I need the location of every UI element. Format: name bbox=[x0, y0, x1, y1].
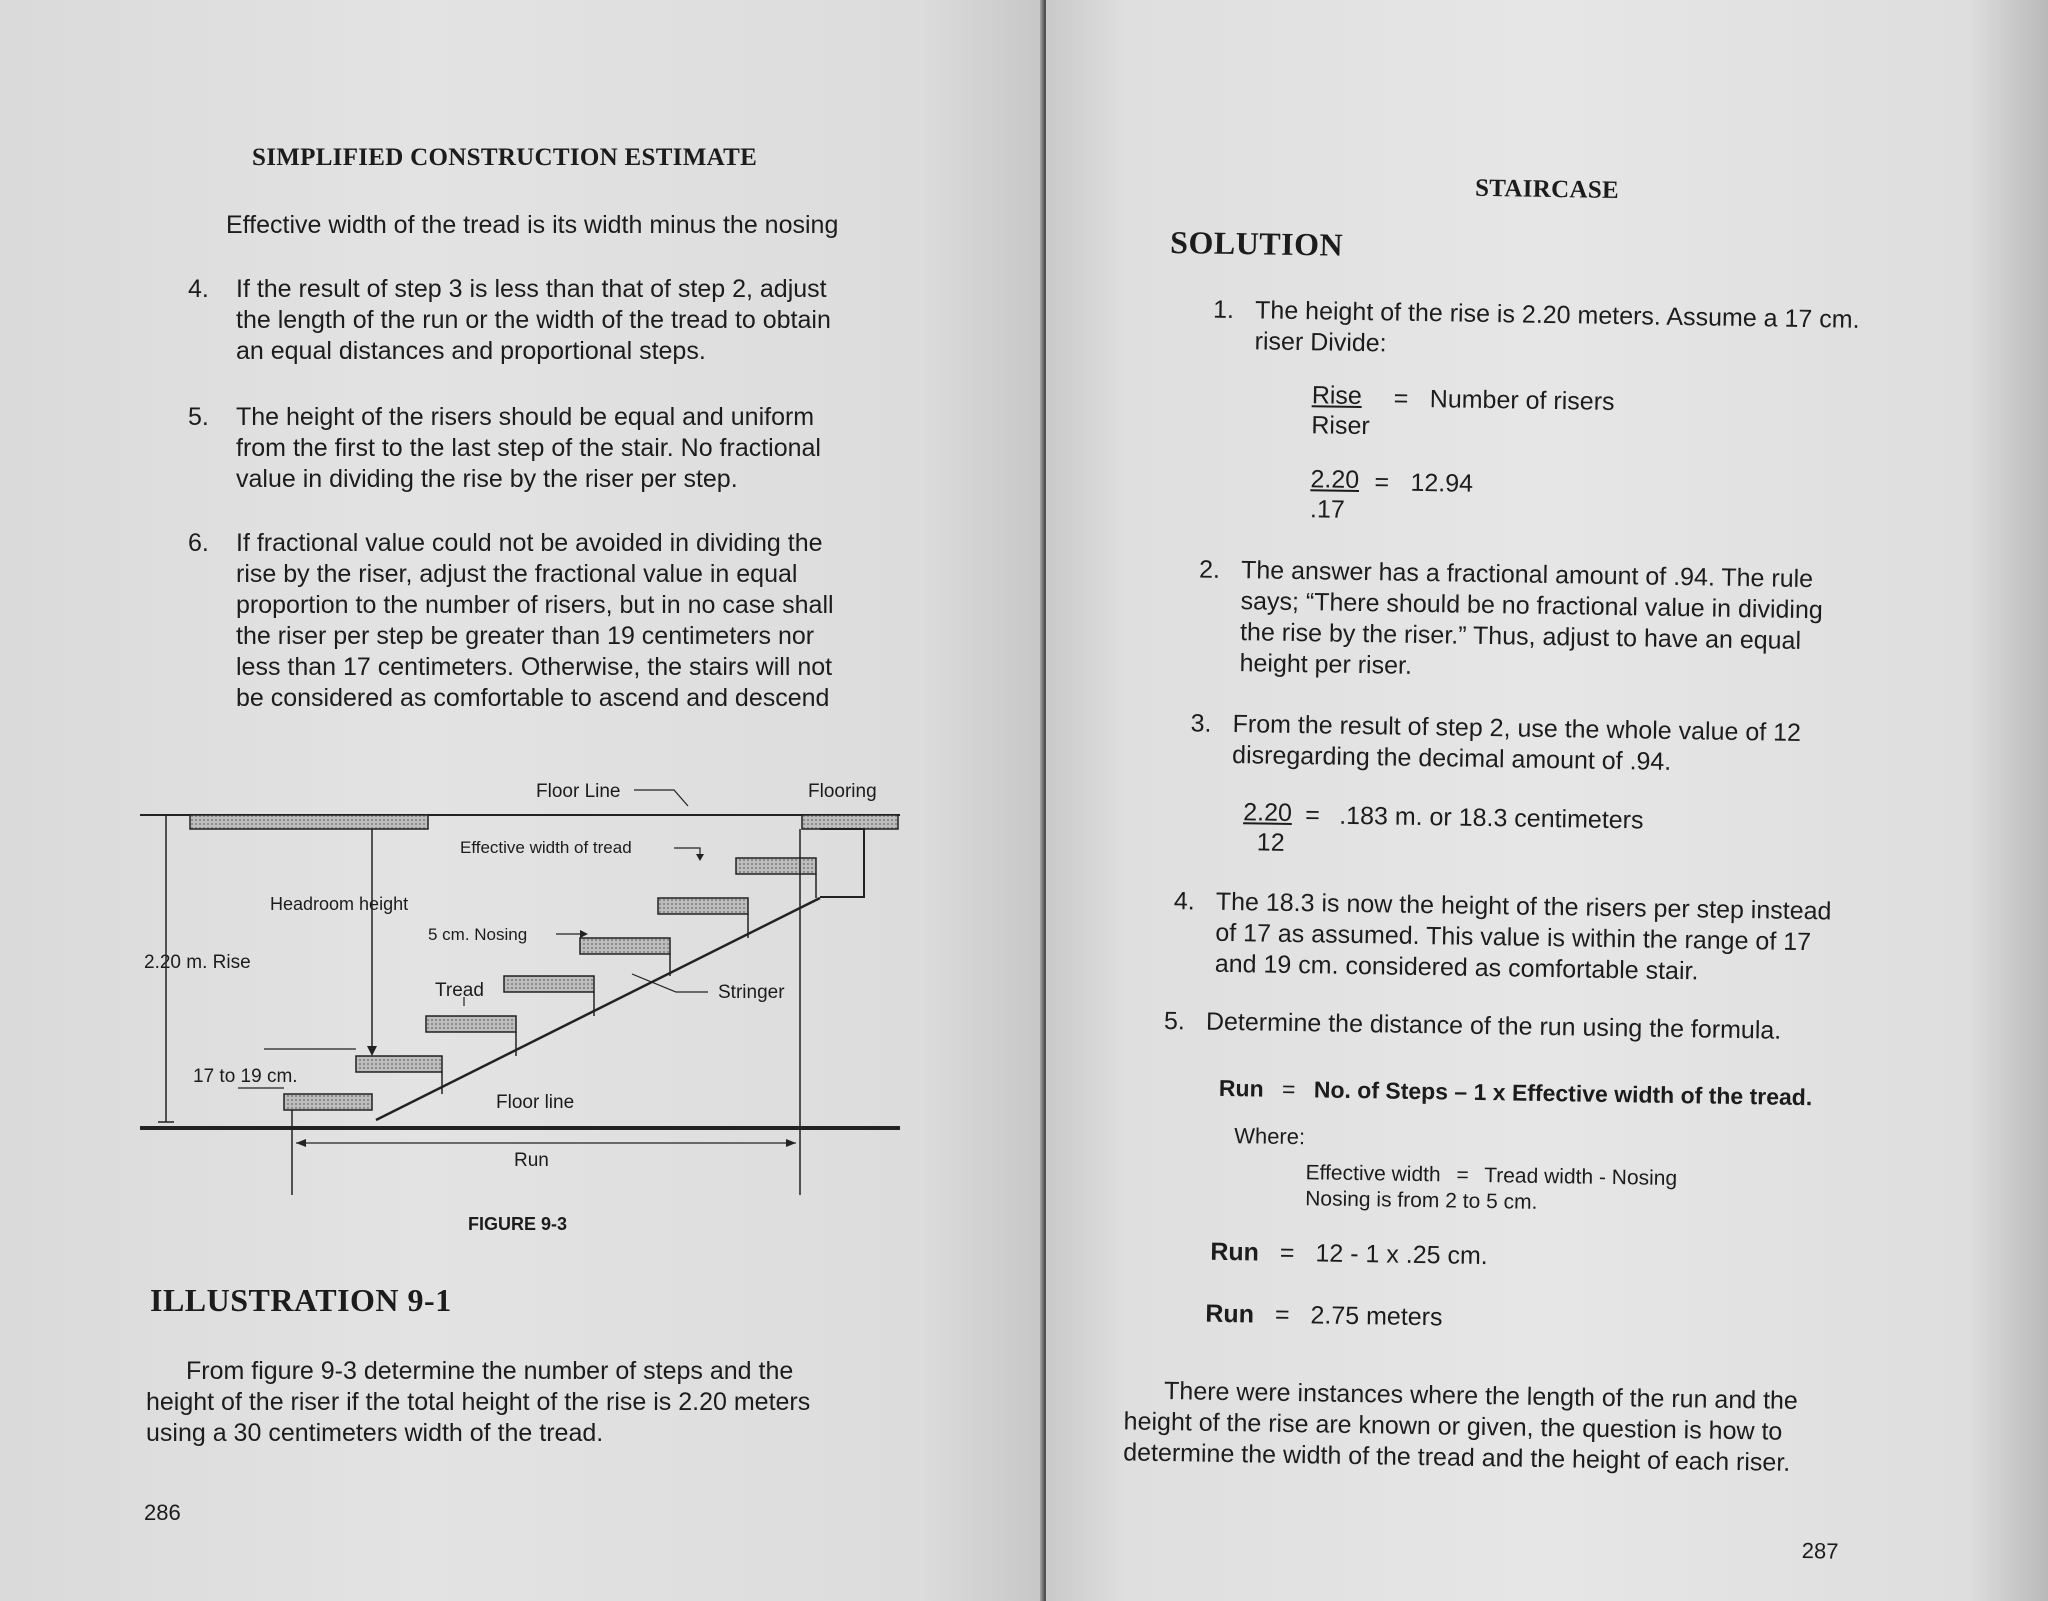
label-riser-range: 17 to 19 cm. bbox=[193, 1066, 298, 1087]
run-expression: 12 - 1 x .25 cm. bbox=[1315, 1239, 1488, 1271]
illustration-line: using a 30 centimeters width of the tread. bbox=[146, 1419, 604, 1447]
tread-block bbox=[658, 898, 748, 914]
right-page bbox=[1046, 0, 2048, 1601]
step-line: riser Divide: bbox=[1254, 327, 1387, 358]
tread-block bbox=[736, 858, 816, 874]
step-line: The answer has a fractional amount of .94. The rule bbox=[1240, 556, 1814, 594]
definition-right: Tread width - Nosing bbox=[1484, 1164, 1678, 1191]
illustration-line: height of the riser if the total height of the rise is 2.20 meters bbox=[146, 1388, 811, 1416]
equals-sign: = bbox=[1456, 1163, 1469, 1187]
item-line: an equal distances and proportional steps. bbox=[236, 337, 706, 365]
landing-outline bbox=[820, 829, 864, 897]
run-calculation bbox=[1210, 1237, 1488, 1272]
formula-riser-height bbox=[1243, 797, 1293, 858]
illustration-text bbox=[146, 1356, 902, 1449]
step-line: and 19 cm. considered as comfortable stair. bbox=[1214, 949, 1699, 986]
step-3 bbox=[1190, 708, 1891, 776]
page-number-right: 287 bbox=[1801, 1538, 1839, 1564]
step-line: disregarding the decimal amount of .94. bbox=[1231, 741, 1672, 776]
equals-sign: = bbox=[1274, 1300, 1290, 1329]
step-line: The height of the rise is 2.20 meters. Assume a 17 cm. bbox=[1254, 296, 1860, 334]
label-nosing: 5 cm. Nosing bbox=[428, 925, 528, 944]
step-line: Determine the distance of the run using the formula. bbox=[1205, 1007, 1782, 1045]
item-line: value in dividing the rise by the riser per step. bbox=[236, 465, 738, 493]
denominator: 12 bbox=[1256, 828, 1285, 857]
equals-sign: = bbox=[1305, 801, 1321, 830]
label-stringer: Stringer bbox=[718, 982, 785, 1003]
page-number-left: 286 bbox=[144, 1500, 181, 1525]
nosing-note: Nosing is from 2 to 5 cm. bbox=[1305, 1187, 1538, 1214]
run-label: Run bbox=[1210, 1237, 1260, 1267]
run-label: Run bbox=[1205, 1299, 1255, 1329]
effective-width-definition bbox=[1305, 1160, 1677, 1218]
running-header-right: STAIRCASE bbox=[1474, 174, 1620, 205]
step-line: of 17 as assumed. This value is within the range of 17 bbox=[1215, 918, 1812, 957]
equals-sign: = bbox=[1393, 384, 1409, 413]
running-header-left: SIMPLIFIED CONSTRUCTION ESTIMATE bbox=[252, 144, 758, 171]
formula-result: 12.94 bbox=[1410, 468, 1474, 498]
item-line: the length of the run or the width of the tread to obtain bbox=[236, 306, 831, 334]
step-line: The 18.3 is now the height of the risers per step instead bbox=[1215, 887, 1832, 926]
right-page-content bbox=[1046, 0, 2048, 1601]
denominator: Riser bbox=[1311, 411, 1370, 441]
staircase-figure bbox=[130, 770, 910, 1240]
formula-rise-riser bbox=[1311, 380, 1370, 441]
step-number: 4. bbox=[1173, 887, 1195, 916]
figure-caption: FIGURE 9-3 bbox=[468, 1214, 568, 1234]
label-floor-line-top: Floor Line bbox=[536, 781, 621, 802]
step-number: 1. bbox=[1212, 295, 1235, 324]
step-4 bbox=[1173, 886, 1874, 986]
step-line: the rise by the riser.” Thus, adjust to have an equal bbox=[1239, 618, 1802, 655]
formula-result: .183 m. or 18.3 centimeters bbox=[1339, 801, 1644, 835]
step-number: 3. bbox=[1190, 709, 1212, 738]
step-line: says; “There should be no fractional value in dividing bbox=[1240, 587, 1824, 625]
item-line: proportion to the number of risers, but in no case shall bbox=[236, 591, 834, 619]
step-number: 5. bbox=[1163, 1006, 1186, 1036]
where-label: Where: bbox=[1233, 1123, 1306, 1150]
label-floor-line-bottom: Floor line bbox=[496, 1092, 575, 1113]
numerator: 2.20 bbox=[1310, 465, 1360, 494]
item-line: from the first to the last step of the stair. No fractional bbox=[236, 434, 821, 462]
closing-line: height of the rise are known or given, the question is how to bbox=[1123, 1407, 1783, 1446]
label-headroom: Headroom height bbox=[270, 894, 409, 914]
item-line: be considered as comfortable to ascend and descend bbox=[236, 684, 830, 712]
definition-left: Effective width bbox=[1305, 1161, 1441, 1187]
closing-line: determine the width of the tread and the height of each riser. bbox=[1122, 1438, 1791, 1477]
illustration-line: From figure 9-3 determine the number of steps and the bbox=[186, 1357, 794, 1385]
item-line: If the result of step 3 is less than that of step 2, adjust bbox=[236, 275, 827, 303]
item-line: The height of the risers should be equal and uniform bbox=[236, 403, 815, 431]
item-line: If fractional value could not be avoided in dividing the bbox=[236, 529, 823, 557]
illustration-heading: ILLUSTRATION 9-1 bbox=[150, 1282, 452, 1318]
label-rise: 2.20 m. Rise bbox=[144, 952, 251, 973]
label-tread: Tread bbox=[435, 980, 484, 1001]
item-number: 5. bbox=[188, 403, 209, 431]
run-formula bbox=[1219, 1073, 1813, 1113]
tread-block bbox=[426, 1016, 516, 1032]
top-slab bbox=[190, 815, 428, 829]
item-line: less than 17 centimeters. Otherwise, the stairs will not bbox=[236, 653, 833, 681]
item-line: the riser per step be greater than 19 centimeters nor bbox=[236, 622, 815, 650]
tread-block bbox=[356, 1056, 442, 1072]
step-number: 2. bbox=[1198, 555, 1221, 584]
equals-sign: = bbox=[1279, 1238, 1295, 1268]
closing-paragraph bbox=[1123, 1375, 1884, 1480]
step-line: height per riser. bbox=[1239, 649, 1413, 680]
tread-block bbox=[504, 976, 594, 992]
label-effective-width: Effective width of tread bbox=[460, 838, 632, 857]
step-1 bbox=[1212, 295, 1913, 358]
run-result bbox=[1205, 1299, 1443, 1334]
flooring-slab bbox=[802, 815, 898, 829]
numerator: Rise bbox=[1311, 381, 1363, 411]
label-run: Run bbox=[514, 1150, 549, 1171]
step-5 bbox=[1163, 1006, 1864, 1045]
label-flooring: Flooring bbox=[808, 781, 877, 802]
run-expression: No. of Steps – 1 x Effective width of the tread. bbox=[1313, 1076, 1813, 1111]
item-line: rise by the riser, adjust the fractional value in equal bbox=[236, 560, 798, 588]
run-expression: 2.75 meters bbox=[1310, 1301, 1443, 1332]
step-2 bbox=[1198, 554, 1899, 680]
run-label: Run bbox=[1218, 1074, 1264, 1102]
tread-block bbox=[284, 1094, 372, 1110]
closing-line: There were instances where the length of the run and the bbox=[1163, 1377, 1799, 1415]
equals-sign: = bbox=[1281, 1075, 1296, 1103]
formula-result: Number of risers bbox=[1429, 385, 1615, 416]
solution-heading: SOLUTION bbox=[1169, 223, 1344, 263]
intro-text: Effective width of the tread is its width minus the nosing bbox=[226, 211, 839, 239]
denominator: .17 bbox=[1309, 495, 1346, 524]
numerator: 2.20 bbox=[1243, 798, 1293, 827]
formula-division bbox=[1310, 464, 1360, 525]
equals-sign: = bbox=[1374, 468, 1390, 497]
tread-block bbox=[580, 938, 670, 954]
item-number: 4. bbox=[188, 275, 209, 303]
step-line: From the result of step 2, use the whole value of 12 bbox=[1232, 710, 1802, 747]
item-number: 6. bbox=[188, 529, 209, 557]
